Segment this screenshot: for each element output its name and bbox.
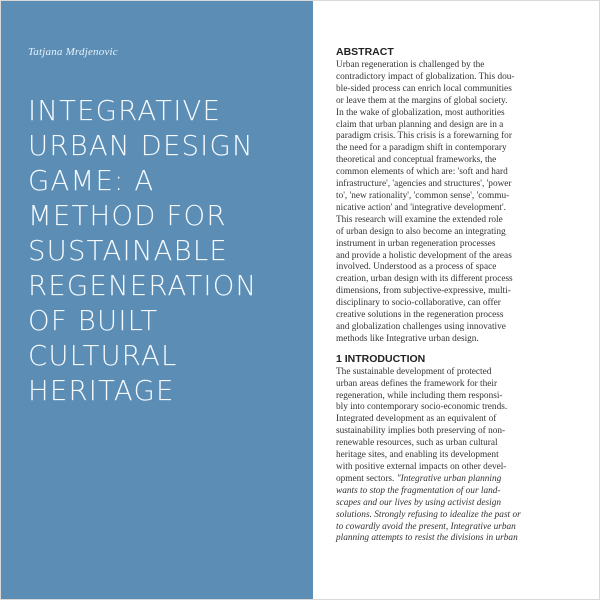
- introduction-body: [336, 367, 586, 546]
- italic-line: scapes and our lives by using activist design: [336, 497, 501, 508]
- text-line: disciplinary to socio-collaborative, can offer: [336, 298, 501, 309]
- author-name: Tatjana Mrdjenovic: [28, 46, 118, 58]
- text-line: renewable resources, such as urban cultural: [336, 438, 498, 449]
- title-line: HERITAGE: [28, 375, 175, 407]
- text-line: ble-sided process can enrich local communities: [336, 83, 512, 94]
- text-line: heritage sites, and enabling its development: [336, 450, 499, 461]
- title-line: URBAN DESIGN: [28, 130, 254, 162]
- text-line: contradictory impact of globalization. This dou-: [336, 71, 515, 82]
- text-line: Urban regeneration is challenged by the: [336, 60, 485, 70]
- text-line: or leave them at the margins of global society.: [336, 95, 508, 106]
- text-column: [313, 0, 600, 600]
- text-line: dimensions, from subjective-expressive, multi-: [336, 286, 511, 297]
- title-line: INTEGRATIVE: [28, 95, 222, 127]
- text-line: theoretical and conceptual frameworks, the: [336, 155, 497, 166]
- text-line: regeneration, while including them responsi-: [336, 390, 503, 401]
- text-line: and provide a holistic development of the areas: [336, 250, 512, 261]
- italic-line: to cowardly avoid the present, Integrative urban: [336, 521, 516, 532]
- text-line: bly into contemporary socio-economic trends.: [336, 402, 508, 413]
- title-line: CULTURAL: [28, 340, 178, 372]
- abstract-heading: ABSTRACT: [336, 46, 394, 58]
- text-line: sustainability implies both preserving of non-: [336, 426, 506, 437]
- text-line: involved. Understood as a process of space: [336, 262, 497, 273]
- text-line: This research will examine the extended role: [336, 214, 503, 225]
- title-line: OF BUILT: [28, 305, 159, 337]
- introduction-heading: 1 INTRODUCTION: [336, 352, 426, 365]
- text-line: the need for a paradigm shift in contemporary: [336, 143, 507, 154]
- text-line: claim that urban planning and design are in a: [336, 119, 504, 130]
- title-line: SUSTAINABLE: [28, 235, 228, 267]
- text-line: The sustainable development of protected: [336, 366, 492, 377]
- text-line: creation, urban design with its different process: [336, 274, 513, 285]
- title-line: METHOD FOR: [28, 200, 227, 232]
- text-line: of urban design to also become an integrating: [336, 226, 506, 237]
- italic-line: solutions. Strongly refusing to idealize the past or: [336, 509, 521, 520]
- article-title: [28, 94, 289, 409]
- title-line: GAME: A: [28, 165, 155, 197]
- text-line: to', 'new rationality', 'common sense', 'commu-: [336, 190, 510, 201]
- text-line: methods like Integrative urban design.: [336, 333, 479, 344]
- text-line: creative solutions in the regeneration process: [336, 310, 504, 321]
- text-line: instrument in urban regeneration processes: [336, 238, 496, 249]
- text-line: paradigm crisis. This crisis is a forewarning for: [336, 131, 512, 142]
- italic-line: planning attempts to resist the divisions in urban: [336, 533, 518, 544]
- italic-line: wants to stop the fragmentation of our land-: [336, 485, 501, 496]
- title-line: REGENERATION: [28, 270, 258, 302]
- text-line: Integrated development as an equivalent of: [336, 414, 497, 425]
- text-line: common elements of which are: 'soft and hard: [336, 167, 508, 178]
- text-line: infrastructure', 'agencies and structures', 'power: [336, 179, 512, 190]
- section-gap: [336, 346, 586, 353]
- text-fragment: opment sectors.: [336, 473, 395, 484]
- text-line: nicative action' and 'integrative development'.: [336, 202, 506, 213]
- text-line: In the wake of globalization, most authorities: [336, 107, 505, 118]
- text-line: [336, 474, 586, 486]
- text-line: and globalization challenges using innovative: [336, 321, 506, 332]
- text-line: with positive external impacts on other devel-: [336, 462, 507, 472]
- text-line: urban areas defines the framework for their: [336, 378, 498, 389]
- quote-lead: "Integrative urban planning: [396, 473, 502, 484]
- abstract-body: [336, 60, 586, 346]
